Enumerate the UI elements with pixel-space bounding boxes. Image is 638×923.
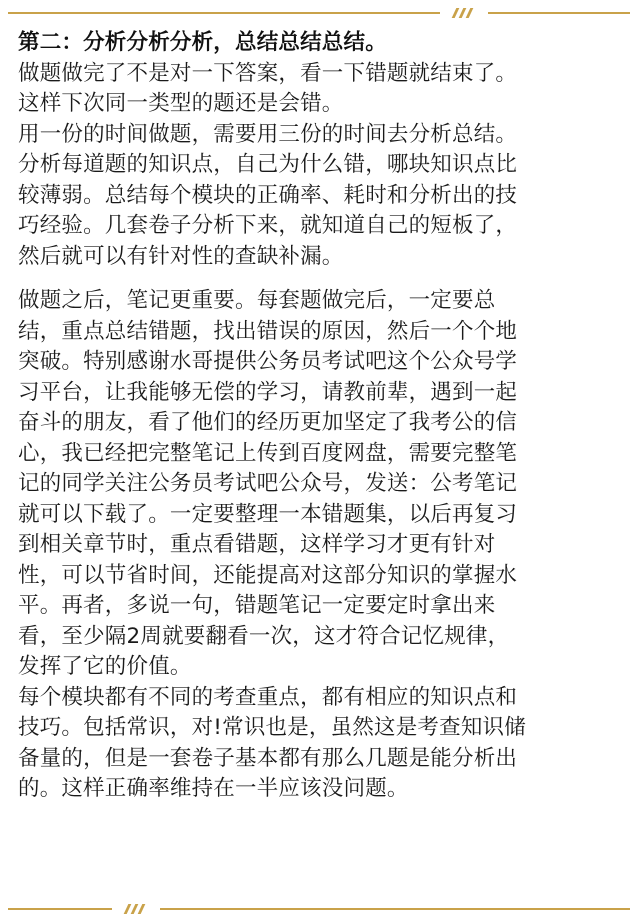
paragraph-gap — [18, 272, 622, 286]
bottom-slash-ornament — [116, 903, 156, 915]
bottom-rule-line-right — [160, 908, 630, 910]
bottom-decorative-rule — [0, 903, 638, 915]
section-heading: 第二：分析分析分析，总结总结总结。 — [18, 30, 387, 55]
top-rule-line-right — [488, 12, 630, 14]
top-slash-ornament — [444, 7, 484, 19]
top-decorative-rule — [0, 7, 638, 19]
paragraph-4: 每个模块都有不同的考查重点，都有相应的知识点和 技巧。包括常识，对!常识也是，虽然这是考查知识储 备量的，但是一套卷子基本都有那么几题是能分析出 的。这样正确率维持在一半应该没问题。 — [18, 684, 526, 801]
top-rule-line-left — [8, 12, 440, 14]
paragraph-1: 做题做完了不是对一下答案，看一下错题就结束了。 这样下次同一类型的题还是会错。 — [18, 60, 518, 116]
paragraph-2: 用一份的时间做题，需要用三份的时间去分析总结。 分析每道题的知识点，自己为什么错，哪块知识点比 较薄弱。总结每个模块的正确率、耗时和分析出的技 巧经验。几套卷子分析下来，就知道自己的短板了， 然后就可以有针对性的查缺补漏。 — [18, 121, 518, 269]
bottom-rule-line-left — [8, 908, 112, 910]
article-body — [18, 28, 622, 805]
paragraph-3: 做题之后，笔记更重要。每套题做完后，一定要总 结，重点总结错题，找出错误的原因，然后一个个地 突破。特别感谢水哥提供公务员考试吧这个公众号学 习平台，让我能够无偿的学习，请教前辈，遇到一起 奋斗的朋友，看了他们的经历更加坚定了我考公的信 心，我已经把完整笔记上传到百度网盘，需要完整笔 记的同学关注公务员考试吧公众号，发送：公考笔记 就可以下载了。一定要整理一本错题集，以后再复习 到相关章节时，重点看错题，这样学习才更有针对 性，可以节省时间，还能提高对这部分知识的掌握水 平。再者，多说一句，错题笔记一定要定时拿出来 看，至少隔2周就要翻看一次，这才符合记忆规律， 发挥了它的价值。 — [18, 288, 518, 679]
